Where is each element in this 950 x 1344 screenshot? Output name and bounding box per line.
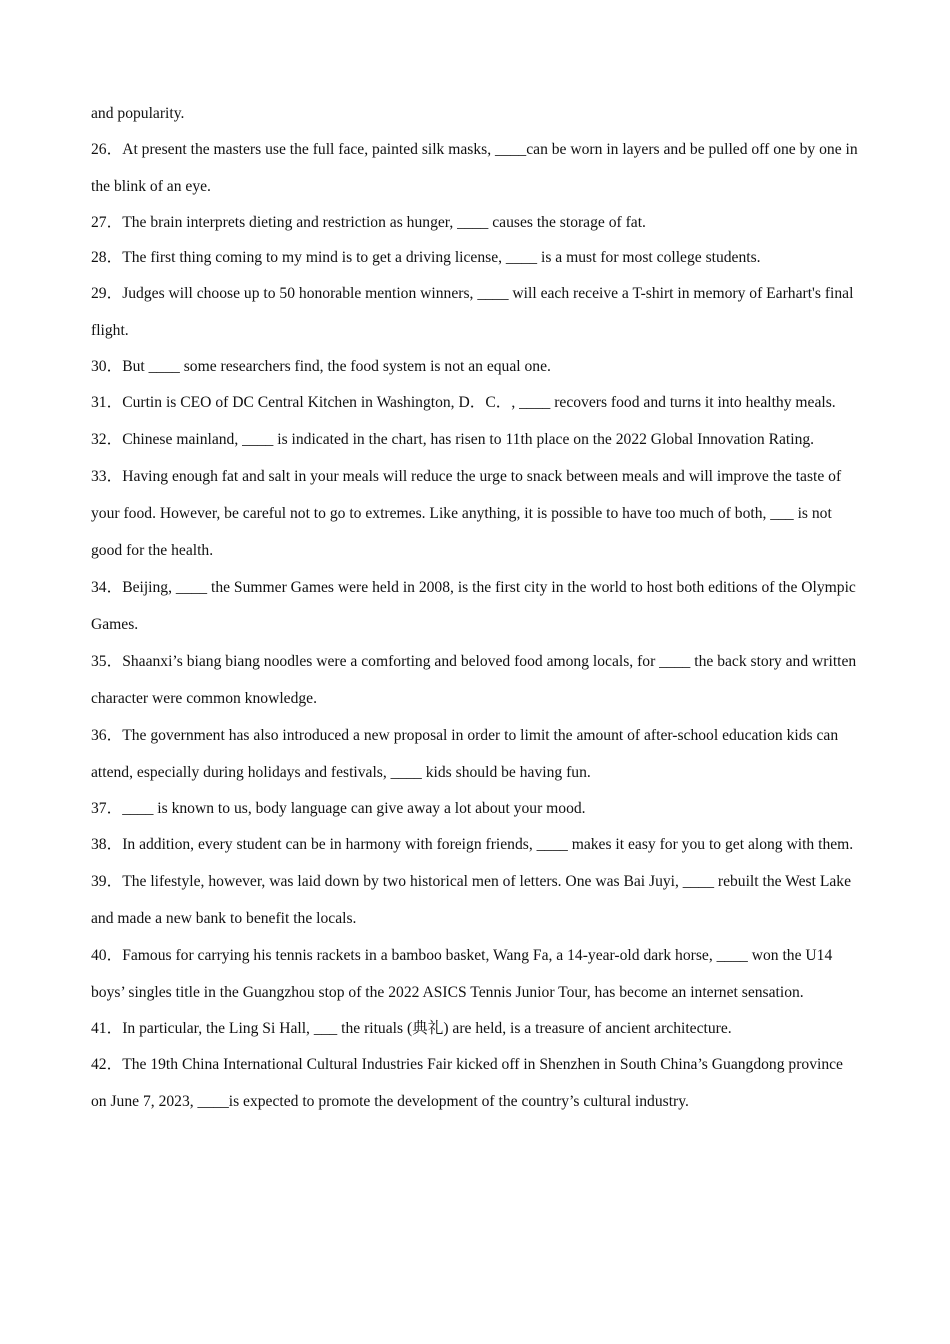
question-34: 34．Beijing, ____ the Summer Games were held in 2008, is the first city in the world to host both editions of the Olympic Games. [91, 579, 856, 633]
question-36: 36．The government has also introduced a new proposal in order to limit the amount of after-school education kids can attend, especially during holidays and festivals, ____ kids should be having fun. [91, 727, 839, 781]
question-37: 37．____ is known to us, body language can give away a lot about your mood. [91, 800, 586, 817]
question-35: 35．Shaanxi’s biang biang noodles were a comforting and beloved food among locals, for ____ the back story and written character were common knowledge. [91, 653, 857, 707]
paragraph-continuation: and popularity. [91, 105, 185, 122]
question-26: 26．At present the masters use the full face, painted silk masks, ____can be worn in layers and be pulled off one by one in the blink of an eye. [91, 141, 858, 195]
question-38: 38．In addition, every student can be in harmony with foreign friends, ____ makes it easy for you to get along with them. [91, 836, 854, 853]
question-27: 27．The brain interprets dieting and restriction as hunger, ____ causes the storage of fat. [91, 214, 646, 231]
question-40: 40．Famous for carrying his tennis rackets in a bamboo basket, Wang Fa, a 14-year-old dark horse, ____ won the U14 boys’ singles title in the Guangzhou stop of the 2022 ASICS Tennis Junior Tour, has become an internet sensation. [91, 947, 833, 1001]
question-32: 32．Chinese mainland, ____ is indicated in the chart, has risen to 11th place on the 2022 Global Innovation Rating. [91, 431, 815, 448]
question-31: 31．Curtin is CEO of DC Central Kitchen in Washington, D．C．, ____ recovers food and turns it into healthy meals. [91, 394, 836, 411]
question-28: 28．The first thing coming to my mind is to get a driving license, ____ is a must for most college students. [91, 249, 761, 266]
question-41: 41．In particular, the Ling Si Hall, ___ the rituals (典礼) are held, is a treasure of ancient architecture. [91, 1020, 732, 1037]
question-30: 30．But ____ some researchers find, the food system is not an equal one. [91, 358, 551, 375]
document-body [91, 96, 859, 1120]
question-33: 33．Having enough fat and salt in your meals will reduce the urge to snack between meals and will improve the taste of your food. However, be careful not to go to extremes. Like anything, it is possible to have too much of both, ___ is not good for the health. [91, 468, 842, 559]
question-29: 29．Judges will choose up to 50 honorable mention winners, ____ will each receive a T-shirt in memory of Earhart's final flight. [91, 285, 854, 339]
question-39: 39．The lifestyle, however, was laid down by two historical men of letters. One was Bai Juyi, ____ rebuilt the West Lake and made a new bank to benefit the locals. [91, 873, 852, 927]
question-42: 42．The 19th China International Cultural Industries Fair kicked off in Shenzhen in South China’s Guangdong province on June 7, 2023, ____is expected to promote the development of the country’s cultural industry. [91, 1056, 843, 1110]
